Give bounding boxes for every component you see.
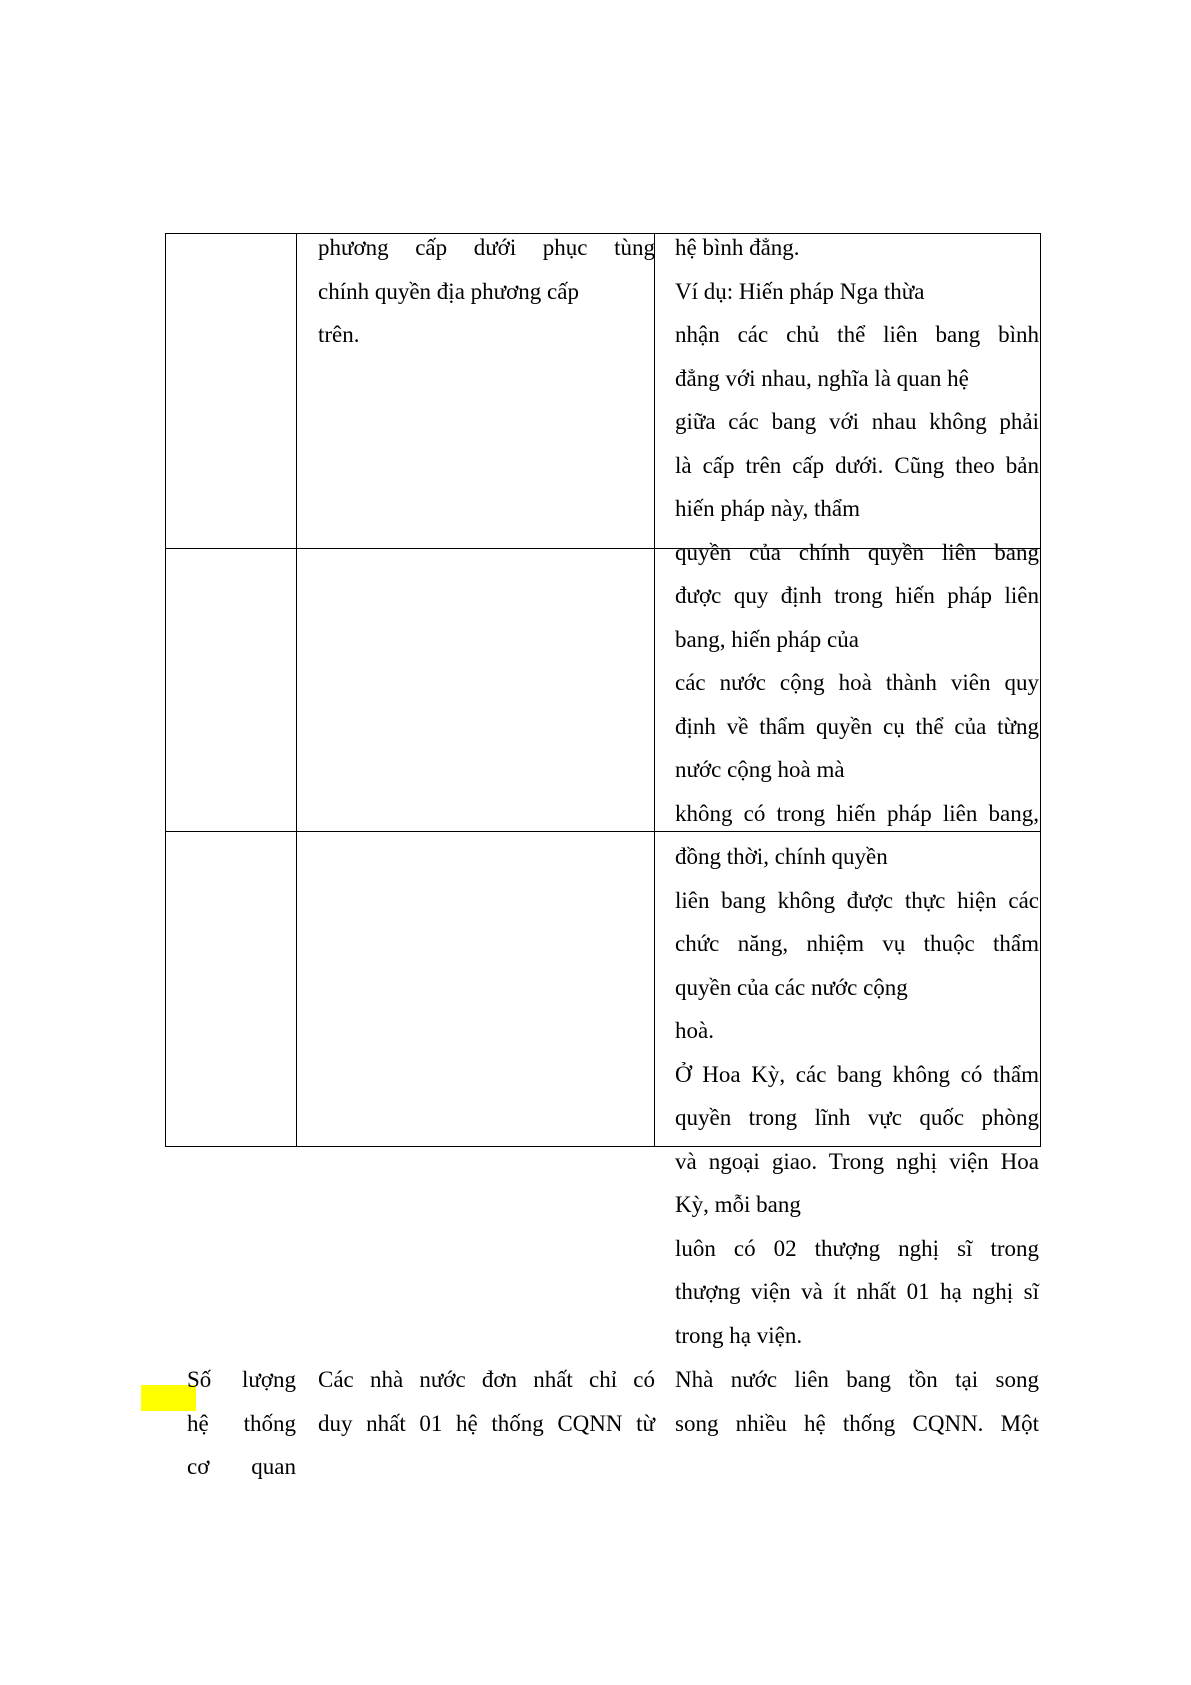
table-cell-line: Ở Hoa Kỳ, các bang không có thẩm: [675, 1062, 1039, 1087]
table-cell-line: liên bang không được thực hiện các: [675, 888, 1039, 913]
table-cell-line: phương cấp dưới phục tùng: [318, 235, 655, 260]
table-cell-line: định về thẩm quyền cụ thể của từng: [675, 714, 1039, 739]
table-cell-line: Nhà nước liên bang tồn tại song: [675, 1367, 1039, 1392]
table-cell-line: chính quyền địa phương cấp: [318, 279, 579, 304]
table-cell-line: thượng viện và ít nhất 01 hạ nghị sĩ: [675, 1279, 1039, 1304]
table-cell-line: giữa các bang với nhau không phải: [675, 409, 1039, 434]
table-cell-line: trên.: [318, 322, 360, 347]
table-cell-line: Ví dụ: Hiến pháp Nga thừa: [675, 279, 925, 304]
table-cell-line: được quy định trong hiến pháp liên: [675, 583, 1039, 608]
table-cell-line: duy nhất 01 hệ thống CQNN từ: [318, 1411, 655, 1436]
table-cell-line: quyền của chính quyền liên bang: [675, 540, 1039, 565]
row-label-line: cơ quan: [187, 1454, 296, 1479]
table-border-left: [165, 233, 166, 1147]
table-cell-line: hoà.: [675, 1018, 714, 1043]
table-cell-line: quyền trong lĩnh vực quốc phòng: [675, 1105, 1039, 1130]
table-cell-line: Kỳ, mỗi bang: [675, 1192, 801, 1217]
table-cell-line: hiến pháp này, thẩm: [675, 496, 861, 521]
table-cell-line: nhận các chủ thể liên bang bình: [675, 322, 1039, 347]
table-col-divider: [654, 233, 655, 1147]
table-cell-line: hệ bình đẳng.: [675, 235, 800, 260]
table-cell-line: luôn có 02 thượng nghị sĩ trong: [675, 1236, 1039, 1261]
table-cell-line: không có trong hiến pháp liên bang,: [675, 801, 1039, 826]
table-cell-line: song nhiều hệ thống CQNN. Một: [675, 1411, 1039, 1436]
table-cell-line: nước cộng hoà mà: [675, 757, 845, 782]
table-cell-line: và ngoại giao. Trong nghị viện Hoa: [675, 1149, 1039, 1174]
table-cell-line: Các nhà nước đơn nhất chỉ có: [318, 1367, 655, 1392]
row-label-line: Số lượng: [187, 1367, 296, 1392]
table-cell-line: đẳng với nhau, nghĩa là quan hệ: [675, 366, 969, 391]
table-cell-line: quyền của các nước cộng: [675, 975, 908, 1000]
table-cell-line: là cấp trên cấp dưới. Cũng theo bản: [675, 453, 1039, 478]
table-cell-line: đồng thời, chính quyền: [675, 844, 888, 869]
table-cell-line: bang, hiến pháp của: [675, 627, 859, 652]
row-label-line: hệ thống: [187, 1411, 296, 1436]
table-cell-line: trong hạ viện.: [675, 1323, 803, 1348]
table-cell-line: các nước cộng hoà thành viên quy: [675, 670, 1039, 695]
table-cell-line: chức năng, nhiệm vụ thuộc thẩm: [675, 931, 1039, 956]
table-border-right: [1040, 233, 1041, 1147]
table-col-divider: [296, 233, 297, 1147]
